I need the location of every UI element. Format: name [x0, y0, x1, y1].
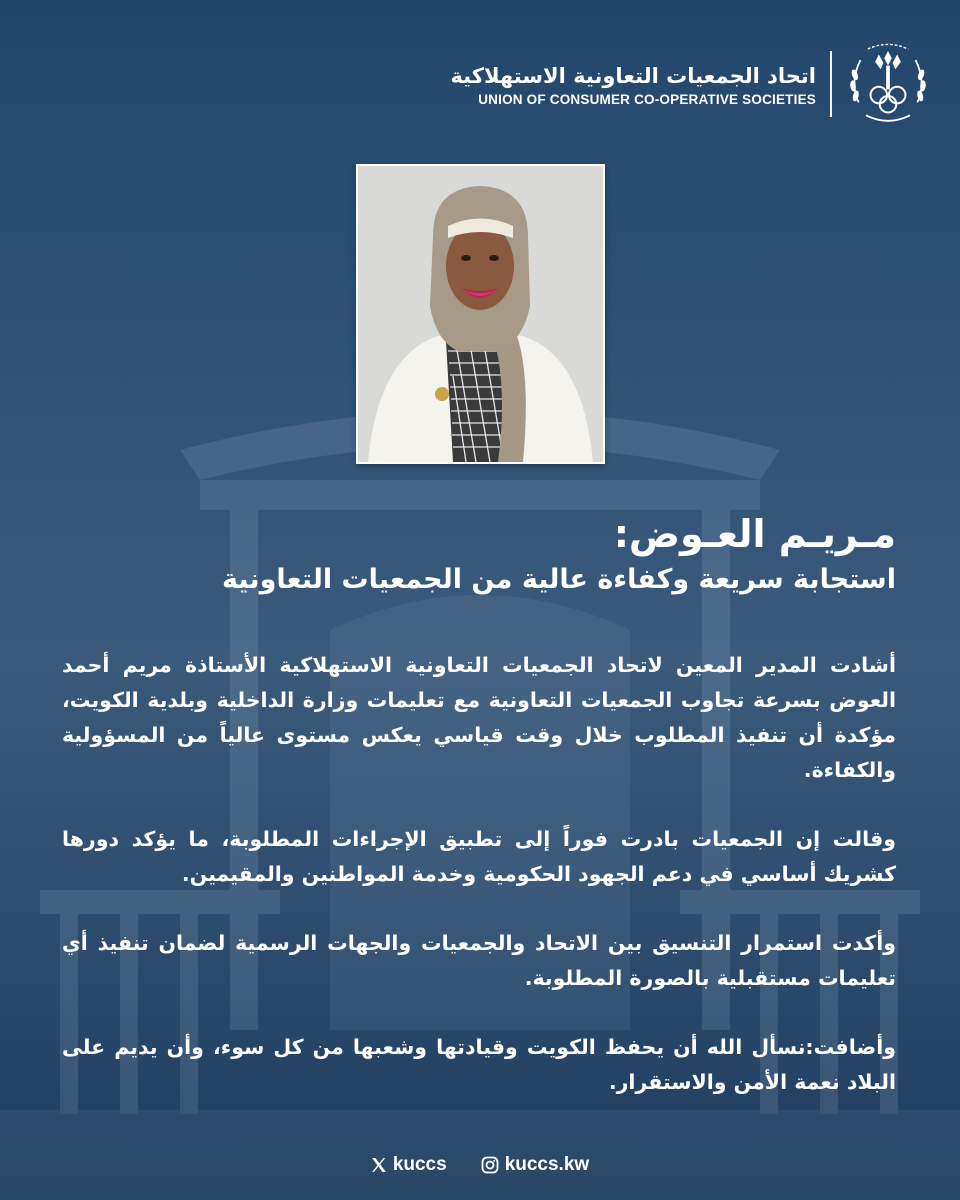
header	[450, 38, 934, 130]
article-paragraph-1: أشادت المدير المعين لاتحاد الجمعيات التعاونية الاستهلاكية الأستاذة مريم أحمد العوض بسرعة تجاوب الجمعيات التعاونية مع تعليمات وزارة الداخلية وبلدية الكويت، مؤكدة أن تنفيذ المطلوب خلال وقت قياسي يعكس مستوى عالياً من المسؤولية والكفاءة.	[62, 653, 896, 782]
union-emblem-icon	[842, 38, 934, 130]
instagram-handle-link[interactable]	[481, 1154, 590, 1176]
instagram-icon	[481, 1156, 499, 1174]
header-divider	[830, 51, 832, 117]
headline-subtitle: استجابة سريعة وكفاءة عالية من الجمعيات التعاونية	[222, 564, 896, 595]
org-name-arabic: اتحاد الجمعيات التعاونية الاستهلاكية	[450, 63, 816, 88]
article-paragraph-3: وأكدت استمرار التنسيق بين الاتحاد والجمعيات والجهات الرسمية لضمان تنفيذ أي تعليمات مستقبلية بالصورة المطلوبة.	[62, 931, 896, 990]
x-handle-text: kuccs	[392, 1154, 447, 1175]
x-handle-link[interactable]	[371, 1154, 447, 1176]
social-handles	[0, 1154, 960, 1176]
x-logo-icon	[371, 1157, 387, 1173]
article-body	[62, 648, 896, 1134]
portrait-frame	[356, 164, 605, 464]
article-paragraph-4: وأضافت:نسأل الله أن يحفظ الكويت وقيادتها وشعبها من كل سوء، وأن يديم على البلاد نعمة الأمن والاستقرار.	[62, 1035, 896, 1094]
org-name-english: UNION OF CONSUMER CO-OPERATIVE SOCIETIES	[478, 91, 816, 107]
instagram-handle-text: kuccs.kw	[504, 1154, 590, 1175]
org-name-block	[450, 62, 816, 107]
portrait-photo	[358, 166, 603, 462]
article-paragraph-2: وقالت إن الجمعيات بادرت فوراً إلى تطبيق الإجراءات المطلوبة، ما يؤكد دورها كشريك أساسي في دعم الجهود الحكومية وخدمة المواطنين والمقيمين.	[62, 827, 896, 886]
headline-title: مـريـم العـوض:	[613, 512, 896, 556]
